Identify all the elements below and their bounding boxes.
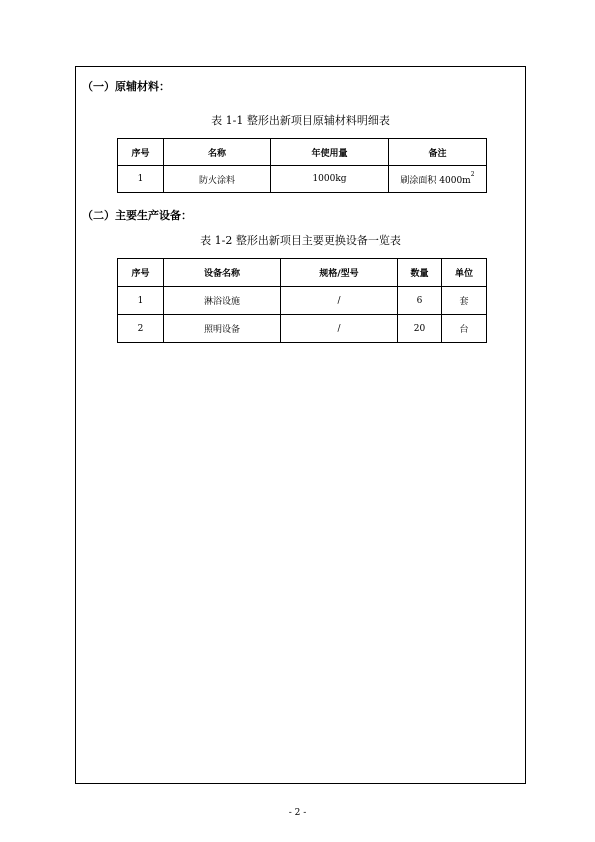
table-header-row: [118, 259, 487, 287]
header-cell-annual-usage: 年使用量: [271, 139, 389, 166]
header-cell-index: 序号: [118, 259, 164, 287]
equipment-table: [117, 258, 487, 343]
raw-materials-table: [117, 138, 487, 193]
table-header-row: [118, 139, 487, 166]
header-cell-unit: 单位: [442, 259, 487, 287]
table-row: [118, 166, 487, 193]
cell-unit: 套: [442, 287, 487, 315]
page-number: - 2 -: [288, 808, 307, 818]
table-1-1-caption: 表 1-1 整形出新项目原辅材料明细表: [211, 114, 390, 127]
section-heading-equipment: （二）主要生产设备：: [82, 209, 192, 222]
cell-spec: /: [281, 315, 398, 343]
table-1-2-caption: 表 1-2 整形出新项目主要更换设备一览表: [200, 234, 401, 247]
cell-index: 1: [118, 166, 164, 193]
cell-spec: /: [281, 287, 398, 315]
cell-name: 防火涂料: [164, 166, 271, 193]
cell-quantity: 20: [398, 315, 442, 343]
remark-text: 刷涂面积 4000m: [400, 175, 471, 186]
header-cell-equipment-name: 设备名称: [164, 259, 281, 287]
header-cell-index: 序号: [118, 139, 164, 166]
cell-unit: 台: [442, 315, 487, 343]
remark-superscript: 2: [470, 170, 475, 178]
header-cell-quantity: 数量: [398, 259, 442, 287]
cell-remark: [389, 166, 487, 193]
header-cell-spec: 规格/型号: [281, 259, 398, 287]
cell-quantity: 6: [398, 287, 442, 315]
header-cell-name: 名称: [164, 139, 271, 166]
cell-index: 1: [118, 287, 164, 315]
cell-annual-usage: 1000kg: [271, 166, 389, 193]
cell-equipment-name: 照明设备: [164, 315, 281, 343]
cell-index: 2: [118, 315, 164, 343]
table-row: [118, 287, 487, 315]
section-heading-raw-materials: （一）原辅材料：: [82, 80, 170, 93]
header-cell-remark: 备注: [389, 139, 487, 166]
table-row: [118, 315, 487, 343]
cell-equipment-name: 淋浴设施: [164, 287, 281, 315]
